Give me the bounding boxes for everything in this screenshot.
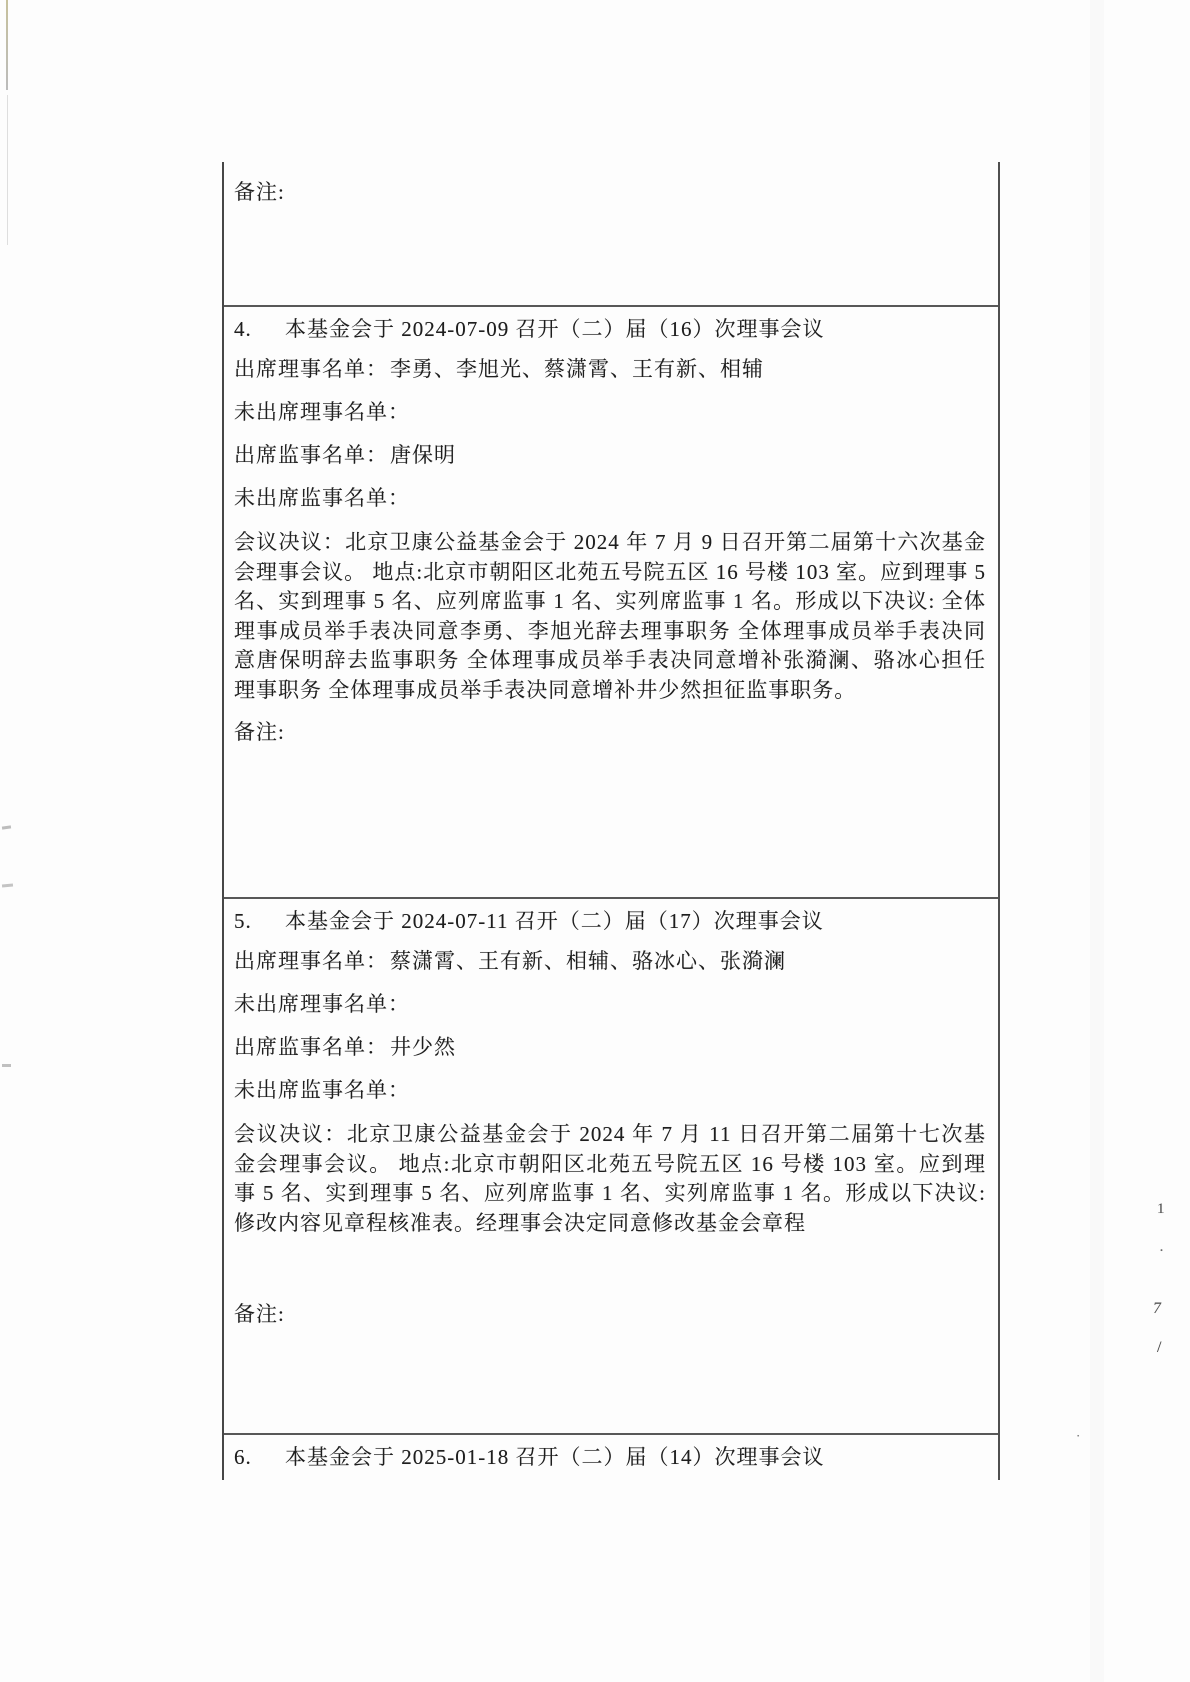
field-value: 井少然 (390, 1035, 456, 1059)
attending-directors-field (234, 356, 986, 382)
scan-artifact-speck: 1 (1157, 1201, 1165, 1217)
remark-row-previous-meeting (224, 162, 998, 307)
meeting-number: 5. (234, 909, 252, 933)
meeting-row-5 (224, 899, 998, 1435)
scan-artifact-left-dash (2, 884, 13, 888)
meeting-title-text: 本基金会于 2025-01-18 召开（二）届（14）次理事会议 (285, 1445, 825, 1469)
absent-supervisors-field (234, 485, 986, 511)
field-label: 出席监事名单： (234, 1035, 388, 1059)
meeting-row-6 (224, 1435, 998, 1480)
scan-artifact-left-dash (2, 825, 11, 829)
field-label: 出席理事名单： (234, 949, 388, 973)
attending-supervisors-field (234, 1034, 986, 1060)
scan-artifact-left-dash (2, 1064, 11, 1067)
remark-label: 备注: (234, 720, 285, 744)
meeting-title-text: 本基金会于 2024-07-09 召开（二）届（16）次理事会议 (285, 317, 825, 341)
scan-artifact-speck: / (1157, 1339, 1162, 1356)
scan-artifact-speck: 7 (1151, 1300, 1163, 1317)
meeting-resolution: 会议决议：北京卫康公益基金会于 2024 年 7 月 9 日召开第二届第十六次基金会理事会议。 地点:北京市朝阳区北苑五号院五区 16 号楼 103 室。应到理事 5 名、实到理事 5 名、应列席监事 1 名、实列席监事 1 名。形成以下决议: 全体理事成员举手表决同意李勇、李旭光辞去理事职务 全体理事成员举手表决同意唐保明辞去监事职务 全体理事成员举手表决同意增补张漪澜、骆冰心担任理事职务 全体理事成员举手表决同意增补井少然担征监事职务。 (234, 530, 986, 702)
remark-label: 备注: (234, 180, 285, 204)
field-value: 李勇、李旭光、蔡潇霄、王有新、相辅 (390, 357, 764, 381)
attending-supervisors-field (234, 442, 986, 468)
scan-artifact-left-streak (6, 0, 8, 90)
scan-artifact-speck: · (1159, 1243, 1164, 1259)
meeting-number: 6. (234, 1445, 252, 1469)
meeting-number: 4. (234, 317, 252, 341)
field-label: 未出席监事名单： (234, 1078, 410, 1102)
field-label: 未出席理事名单： (234, 400, 410, 424)
field-label: 出席监事名单： (234, 443, 388, 467)
scan-artifact-left-streak-faint (7, 95, 8, 245)
field-label: 出席理事名单： (234, 357, 388, 381)
meeting-record-table (222, 162, 1000, 1480)
meeting-title-text: 本基金会于 2024-07-11 召开（二）届（17）次理事会议 (285, 909, 824, 933)
field-label: 未出席理事名单： (234, 992, 410, 1016)
meeting-title (234, 908, 986, 934)
absent-directors-field (234, 991, 986, 1017)
meeting-resolution: 会议决议：北京卫康公益基金会于 2024 年 7 月 11 日召开第二届第十七次基金会理事会议。 地点:北京市朝阳区北苑五号院五区 16 号楼 103 室。应到理事 5 名、实到理事 5 名、应列席监事 1 名、实列席监事 1 名。形成以下决议:修改内容见章程核准表。经理事会决定同意修改基金会章程 (234, 1122, 986, 1235)
absent-directors-field (234, 399, 986, 425)
field-value: 唐保明 (390, 443, 456, 467)
attending-directors-field (234, 948, 986, 974)
meeting-row-4 (224, 307, 998, 899)
field-label: 未出席监事名单： (234, 486, 410, 510)
absent-supervisors-field (234, 1077, 986, 1103)
remark-label: 备注: (234, 1302, 285, 1326)
scan-artifact-speck: · (1076, 1428, 1081, 1443)
scan-artifact-right-band (1090, 0, 1104, 1682)
meeting-title (234, 316, 986, 342)
field-value: 蔡潇霄、王有新、相辅、骆冰心、张漪澜 (390, 949, 786, 973)
meeting-title (234, 1444, 986, 1470)
